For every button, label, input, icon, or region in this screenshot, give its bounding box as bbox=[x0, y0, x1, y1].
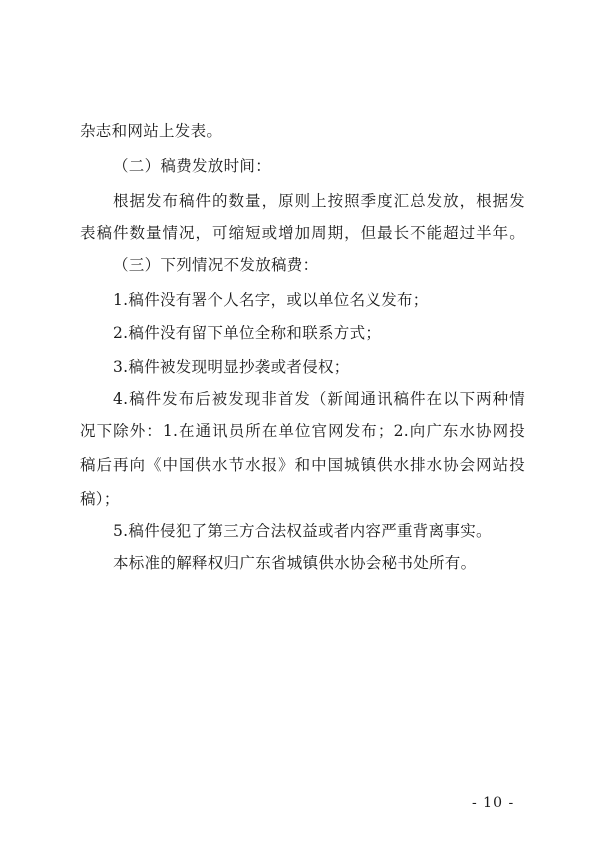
page-number: - 10 - bbox=[472, 795, 515, 811]
list-item: 1.稿件没有署个人名字，或以单位名义发布； bbox=[113, 291, 429, 309]
text-line: 本标准的解释权归广东省城镇供水协会秘书处所有。 bbox=[113, 554, 477, 572]
section-heading: （三）下列情况不发放稿费： bbox=[113, 256, 319, 274]
text-line: 根据发布稿件的数量，原则上按照季度汇总发放，根据发 bbox=[113, 192, 525, 210]
text-line: 稿后再向《中国供水节水报》和中国城镇供水排水协会网站投 bbox=[80, 456, 525, 474]
list-item: 2.稿件没有留下单位全称和联系方式； bbox=[113, 324, 382, 342]
list-item: 3.稿件被发现明显抄袭或者侵权； bbox=[113, 358, 350, 376]
text-line: 况下除外：1.在通讯员所在单位官网发布；2.向广东水协网投 bbox=[80, 422, 525, 440]
text-line: 杂志和网站上发表。 bbox=[80, 122, 223, 140]
text-line: 稿）； bbox=[80, 490, 120, 508]
list-item: 4.稿件发布后被发现非首发（新闻通讯稿件在以下两种情 bbox=[113, 390, 525, 408]
section-heading: （二）稿费发放时间： bbox=[113, 157, 272, 175]
text-line: 表稿件数量情况，可缩短或增加周期，但最长不能超过半年。 bbox=[80, 224, 525, 242]
list-item: 5.稿件侵犯了第三方合法权益或者内容严重背离事实。 bbox=[113, 522, 492, 540]
